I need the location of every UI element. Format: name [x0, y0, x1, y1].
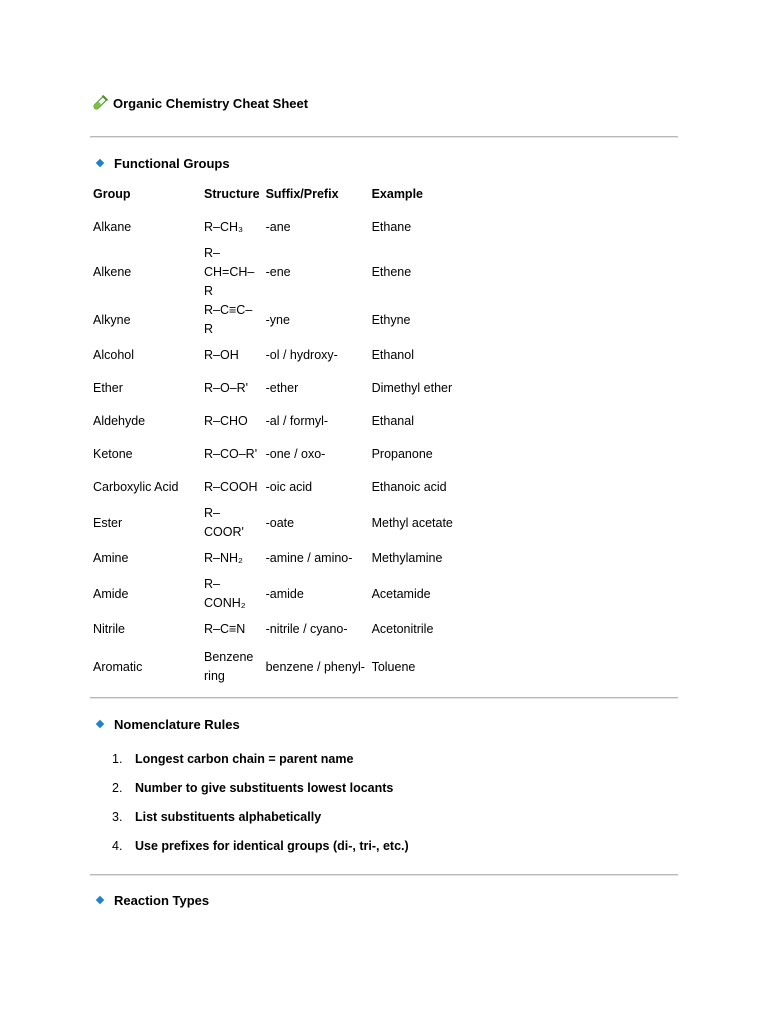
table-cell: Amide [93, 586, 129, 601]
table-cell: R–COOR' [204, 506, 244, 539]
table-cell: Methylamine [371, 551, 443, 565]
table-cell: Toluene [371, 659, 416, 674]
test-tube-icon [92, 95, 108, 111]
table-cell: R–CH₃ [204, 220, 244, 234]
table-cell: -al / formyl- [265, 414, 329, 428]
list-item-text: Use prefixes for identical groups (di-, tri-, etc.) [135, 838, 409, 853]
table-row [90, 372, 469, 405]
table-row [90, 575, 469, 613]
table-cell: -amide [265, 586, 304, 601]
table-cell: Ethanal [371, 414, 414, 428]
table-row [90, 471, 469, 504]
section-heading-text: Reaction Types [114, 892, 210, 908]
diamond-bullet-icon [96, 896, 104, 904]
table-row [90, 301, 469, 339]
column-header: Suffix/Prefix [265, 187, 339, 201]
table-header-row [90, 178, 469, 211]
list-item-number: 2. [112, 780, 123, 795]
table-cell: Alkane [93, 220, 132, 234]
table-cell: Alkyne [93, 312, 131, 327]
table-cell: Propanone [371, 447, 433, 461]
section-heading-nomenclature-rules [95, 715, 240, 733]
table-row [90, 438, 469, 471]
list-item [112, 831, 409, 860]
divider [90, 697, 678, 699]
table-cell: Ketone [93, 447, 133, 461]
table-cell: Methyl acetate [371, 515, 453, 530]
table-cell: benzene / phenyl- [265, 659, 365, 674]
diamond-bullet-icon [96, 720, 104, 728]
section-heading-reaction-types [95, 891, 209, 909]
table-cell: -ether [265, 381, 299, 395]
list-item-number: 1. [112, 751, 123, 766]
table-cell: Benzene ring [204, 650, 254, 683]
table-cell: Ethanoic acid [371, 480, 447, 494]
table-row [90, 211, 469, 244]
list-item-text: List substituents alphabetically [135, 809, 322, 824]
table-cell: R–CHO [204, 414, 248, 428]
divider [90, 874, 678, 876]
table-cell: -nitrile / cyano- [265, 622, 348, 636]
list-item-number: 4. [112, 838, 123, 853]
table-row [90, 646, 469, 688]
nomenclature-rules-list [112, 744, 409, 860]
table-row [90, 244, 469, 301]
list-item [112, 802, 409, 831]
table-cell: Aldehyde [93, 414, 146, 428]
column-header: Structure [204, 187, 260, 201]
table-cell: R–O–R' [204, 381, 249, 395]
table-cell: -oic acid [265, 480, 313, 494]
table-cell: Ethyne [371, 312, 411, 327]
functional-groups-table [90, 178, 469, 688]
column-header: Example [371, 187, 423, 201]
table-cell: Nitrile [93, 622, 125, 636]
table-cell: Ester [93, 515, 123, 530]
diamond-bullet-icon [96, 159, 104, 167]
table-cell: -ene [265, 265, 291, 279]
table-row [90, 405, 469, 438]
table-cell: -oate [265, 515, 295, 530]
table-cell: Carboxylic Acid [93, 480, 179, 494]
list-item-text: Number to give substituents lowest locants [135, 780, 394, 795]
table-cell: -amine / amino- [265, 551, 353, 565]
table-row [90, 613, 469, 646]
table-cell: R–CONH₂ [204, 577, 246, 610]
document-title-text: Organic Chemistry Cheat Sheet [113, 95, 309, 111]
divider [90, 136, 678, 138]
table-cell: Dimethyl ether [371, 381, 453, 395]
table-cell: Aromatic [93, 659, 143, 674]
section-heading-functional-groups [95, 154, 230, 172]
table-cell: R–NH₂ [204, 551, 243, 565]
table-cell: R–OH [204, 348, 239, 362]
list-item-number: 3. [112, 809, 123, 824]
section-heading-text: Nomenclature Rules [114, 716, 240, 732]
document-title [92, 93, 308, 113]
column-header: Group [93, 187, 131, 201]
table-cell: -one / oxo- [265, 447, 326, 461]
table-cell: -ol / hydroxy- [265, 348, 338, 362]
table-cell: Amine [93, 551, 129, 565]
list-item-text: Longest carbon chain = parent name [135, 751, 354, 766]
table-cell: Ether [93, 381, 123, 395]
list-item [112, 744, 409, 773]
table-cell: Acetamide [371, 586, 431, 601]
table-cell: Alcohol [93, 348, 134, 362]
section-heading-text: Functional Groups [114, 155, 230, 171]
table-cell: Ethane [371, 220, 412, 234]
table-cell: Ethene [371, 265, 412, 279]
table-cell: -yne [265, 312, 290, 327]
table-cell: Alkene [93, 265, 132, 279]
list-item [112, 773, 409, 802]
table-row [90, 504, 469, 542]
table-cell: Ethanol [371, 348, 414, 362]
table-cell: R–C≡C–R [204, 303, 253, 336]
table-row [90, 542, 469, 575]
table-row [90, 339, 469, 372]
table-cell: R–CO–R' [204, 447, 258, 461]
table-cell: Acetonitrile [371, 622, 434, 636]
table-cell: R–CH=CH–R [204, 246, 255, 298]
table-cell: -ane [265, 220, 291, 234]
table-cell: R–COOH [204, 480, 258, 494]
table-cell: R–C≡N [204, 622, 246, 636]
